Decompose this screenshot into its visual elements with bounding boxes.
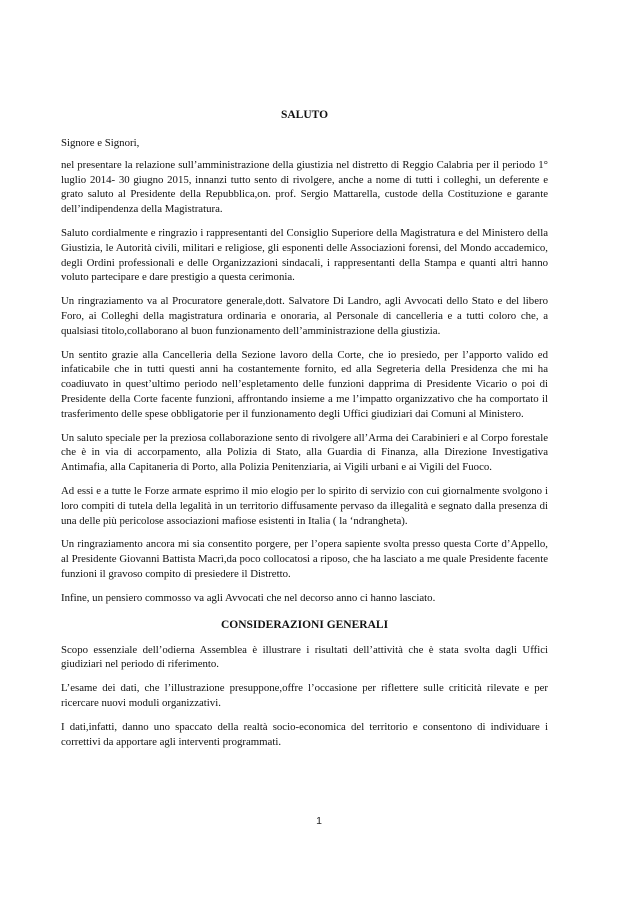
- salutation: Signore e Signori,: [61, 137, 140, 149]
- paragraph-armed-forces: Ad essi e a tutte le Forze armate esprimo il mio elogio per lo spirito di servizio con cui giornalmente svolgono i loro compiti di tutela della legalità in un territorio diffusamente pervaso da illegalità e segnato dalla presenza di una delle più pericolose associazioni mafiose esistenti in Italia ( la ‘ndrangheta).: [61, 484, 548, 527]
- section-heading: CONSIDERAZIONI GENERALI: [220, 618, 389, 631]
- page-number: 1: [316, 815, 322, 827]
- paragraph-intro: nel presentare la relazione sull’amministrazione della giustizia nel distretto di Reggio Calabria per il periodo 1° luglio 2014- 30 giugno 2015, innanzi tutto sento di rivolgere, anche a nome di tutti i colleghi, un deferente e grato saluto al Presidente della Repubblica,on. prof. Sergio Mattarella, custode della Costituzione e garante dell’indipendenza della Magistratura.: [61, 158, 548, 216]
- paragraph-greetings-authorities: Saluto cordialmente e ringrazio i rappresentanti del Consiglio Superiore della Magistratura e del Ministero della Giustizia, le Autorità civili, militari e religiose, gli esponenti delle Associazioni forensi, del Mondo accademico, degli Ordini professionali e delle Organizzazioni sindacali, i rappresentanti della Stampa e quanti altri hanno voluto partecipare e dare prestigio a questa cerimonia.: [61, 226, 548, 284]
- paragraph-lawyers: Infine, un pensiero commosso va agli Avvocati che nel decorso anno ci hanno lasciato.: [61, 591, 436, 604]
- paragraph-thanks-prosecutor: Un ringraziamento va al Procuratore generale,dott. Salvatore Di Landro, agli Avvocati dello Stato e del libero Foro, ai Colleghi della magistratura ordinaria e onoraria, al Personale di cancelleria e a tutti coloro che, a qualsiasi titolo,collaborano al buon funzionamento dell’amministrazione della giustizia.: [61, 295, 548, 337]
- paragraph-greetings-police: Un saluto speciale per la preziosa collaborazione sento di rivolgere all’Arma dei Carabinieri e al Corpo forestale che è in via di accorpamento, alla Polizia di Stato, alla Guardia di Finanza, alla Direzione Investigativa Antimafia, alla Capitaneria di Porto, alla Polizia Penitenziaria, ai Vigili urbani e ai Vigili del Fuoco.: [61, 431, 548, 474]
- paragraph-purpose: Scopo essenziale dell’odierna Assemblea è illustrare i risultati dell’attività che è stata svolta dagli Uffici giudiziari nel periodo di riferimento.: [61, 643, 548, 671]
- paragraph-thanks-chancellery: Un sentito grazie alla Cancelleria della Sezione lavoro della Corte, che io presiedo, per l’apporto valido ed infaticabile che in tutti questi anni ha costantemente fornito, ed alla Segreteria della Presidenza che mi ha coadiuvato in quest’ultimo periodo nell’espletamento delle funzioni dapprima di Presidente Vicario o poi di Presidente della Corte facente funzioni, affrontando insieme a me l’impatto organizzativo che ha comportato il trasferimento delle spese obbligatorie per il funzionamento degli Uffici giudiziari dai Comuni al Ministero.: [61, 348, 548, 420]
- paragraph-data-insight: I dati,infatti, danno uno spaccato della realtà socio-economica del territorio e consentono di individuare i correttivi da apportare agli interventi programmati.: [61, 720, 548, 748]
- paragraph-thanks-president: Un ringraziamento ancora mi sia consentito porgere, per l’opera sapiente svolta presso questa Corte d’Appello, al Presidente Giovanni Battista Macrì,da poco collocatosi a riposo, che ha lasciato a me quale Presidente facente funzioni il gravoso compito di presiedere il Distretto.: [61, 538, 548, 580]
- document-body: [61, 108, 548, 758]
- paragraph-data-exam: L’esame dei dati, che l’illustrazione presuppone,offre l’occasione per riflettere sulle criticità rilevate e per ricercare nuovi moduli organizzativi.: [61, 682, 548, 709]
- page-title: SALUTO: [280, 109, 329, 121]
